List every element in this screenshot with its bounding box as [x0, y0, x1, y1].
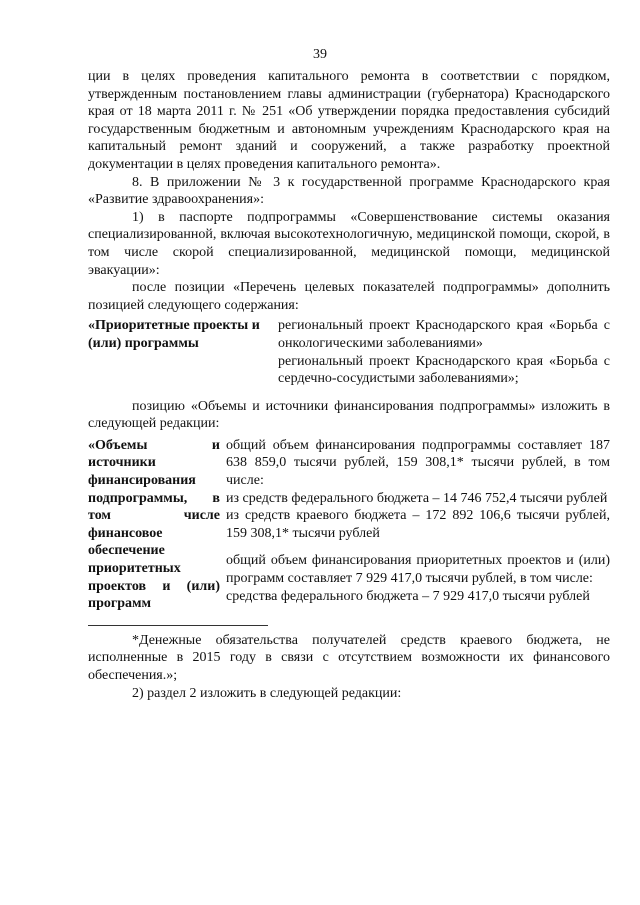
financing-priority-federal: средства федерального бюджета – 7 929 417,0 тысячи рублей [226, 588, 590, 604]
priority-projects-values [278, 317, 610, 387]
volumes-intro-paragraph: позицию «Объемы и источники финансирования подпрограммы» изложить в следующей редакции: [88, 398, 610, 432]
document-body [88, 68, 610, 702]
footnote-paragraph: *Денежные обязательства получателей средств краевого бюджета, не исполненные в 2015 году в связи с отсутствием возможности их финансового обеспечения.»; [88, 632, 610, 683]
priority-projects-row [88, 317, 610, 387]
financing-volumes-row [88, 437, 610, 613]
intro-paragraph: ции в целях проведения капитального ремонта в соответствии с порядком, утвержденным постановлением главы администрации (губернатора) Краснодарского края от 18 марта 2011 г. № 251 «Об утверждении порядка предоставления субсидий государственным бюджетным и автономным учреждениям Краснодарского края на капитальный ремонт зданий и сооружений, а также разработку проектной документации в целях проведения капитального ремонта». [88, 69, 610, 172]
financing-volumes-label: «Объемы и источники финансирования подпрограммы, в том числе финансовое обеспечение приоритетных проектов и (или) программ [88, 437, 220, 612]
financing-volumes-values [226, 437, 610, 613]
financing-total: общий объем финансирования подпрограммы составляет 187 638 859,0 тысячи рублей, 159 308,1* тысячи рублей, в том числе: [226, 437, 610, 489]
priority-projects-label: «Приоритетные проекты и (или) программы [88, 318, 260, 351]
after-position-paragraph: после позиции «Перечень целевых показателей подпрограммы» дополнить позицией следующего содержания: [88, 280, 610, 313]
financing-regional: из средств краевого бюджета – 172 892 106,6 тысячи рублей, 159 308,1* тысячи рублей [226, 508, 610, 541]
page-number: 39 [313, 47, 327, 62]
footnote-divider [88, 625, 268, 626]
financing-priority-total: общий объем финансирования приоритетных проектов и (или) программ составляет 7 929 417,0 тысячи рублей, в том числе: [226, 553, 610, 587]
item-8-1-paragraph: 1) в паспорте подпрограммы «Совершенствование системы оказания специализированной, включая высокотехнологичную, медицинской помощи, скорой, в том числе скорой специализированной, медицинской помощи, медицинской эвакуации»: [88, 209, 610, 278]
priority-project-cardio: региональный проект Краснодарского края «Борьба с сердечно-сосудистыми заболеваниями»; [278, 353, 610, 387]
priority-project-oncology: региональный проект Краснодарского края «Борьба с онкологическими заболеваниями» [278, 318, 610, 351]
item-8-2-paragraph: 2) раздел 2 изложить в следующей редакции: [132, 685, 402, 701]
item-8-paragraph: 8. В приложении № 3 к государственной программе Краснодарского края «Развитие здравоохранения»: [88, 174, 610, 208]
financing-federal: из средств федерального бюджета – 14 746 752,4 тысячи рублей [226, 490, 608, 506]
